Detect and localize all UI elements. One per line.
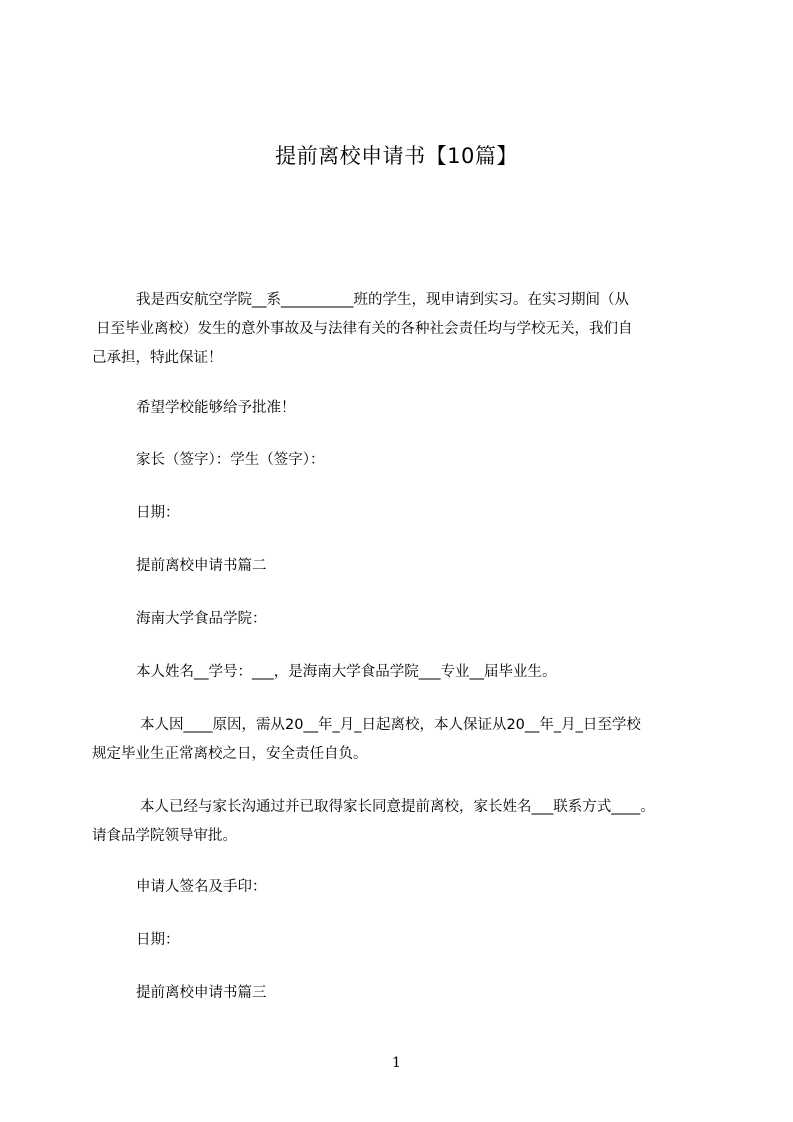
page-number: 1 [392, 1055, 401, 1071]
paragraph-line: 己承担，特此保证！ [92, 350, 223, 366]
paragraph-date-two [92, 926, 704, 955]
paragraph-approval-request [92, 394, 704, 423]
paragraph-line: 希望学校能够给予批准！ [136, 400, 296, 416]
paragraph-line: 本人姓名__学号：___，是海南大学食品学院___专业__届毕业生。 [136, 664, 557, 680]
paragraph-addressee [92, 605, 704, 634]
paragraph-line: 提前离校申请书篇二 [136, 558, 267, 574]
paragraph-line: 本人因____原因，需从20__年_月_日起离校，本人保证从20__年_月_日至学校 [140, 717, 641, 733]
document-title: 提前离校申请书【10篇】 [275, 144, 518, 168]
paragraph-leave-reason [92, 711, 704, 769]
paragraph-line: 请食品学院领导审批。 [92, 828, 237, 844]
paragraph-line: 我是西安航空学院__系__________班的学生，现申请到实习。在实习期间（从 [136, 292, 629, 308]
paragraph-internship-guarantee [92, 286, 704, 373]
paragraph-student-info [92, 658, 704, 687]
section-heading-part-two [92, 552, 704, 581]
section-heading-part-three [92, 979, 704, 1008]
paragraph-line: 规定毕业生正常离校之日，安全责任自负。 [92, 746, 368, 762]
paragraph-date [92, 499, 704, 528]
paragraph-signatures [92, 446, 704, 475]
paragraph-line: 海南大学食品学院： [136, 611, 267, 627]
paragraph-line: 日期： [136, 932, 180, 948]
paragraph-line: 申请人签名及手印： [136, 879, 267, 895]
paragraph-line: 日至毕业离校）发生的意外事故及与法律有关的各种社会责任均与学校无关，我们自 [96, 321, 633, 337]
paragraph-line: 家长（签字）：学生（签字）： [136, 452, 325, 468]
paragraph-parent-consent [92, 793, 704, 851]
paragraph-line: 日期： [136, 505, 180, 521]
paragraph-line: 提前离校申请书篇三 [136, 985, 267, 1001]
paragraph-line: 本人已经与家长沟通过并已取得家长同意提前离校，家长姓名___联系方式____。 [140, 799, 655, 815]
paragraph-applicant-signature [92, 873, 704, 902]
